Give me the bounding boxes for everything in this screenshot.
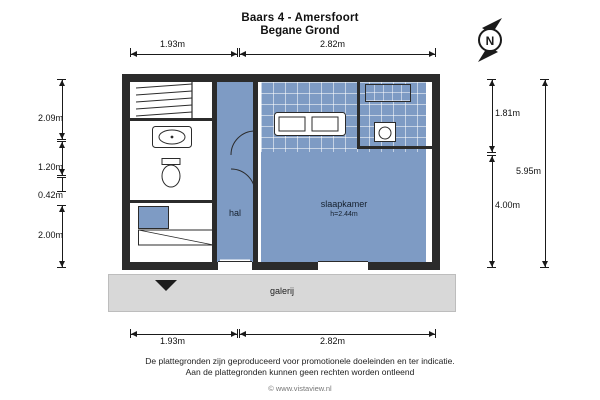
- page-title: Baars 4 - Amersfoort: [241, 12, 359, 24]
- dimension-right-1-label: 1.81m: [495, 108, 521, 118]
- washbasin-icon: [152, 126, 192, 148]
- cabinet-icon: [138, 206, 214, 246]
- dimension-bottom-2-label: 2.82m: [320, 336, 346, 346]
- dimension-right-outer-label: 5.95m: [516, 166, 542, 176]
- staircase: [136, 82, 198, 120]
- dimension-left-4-label: 2.00m: [38, 230, 64, 240]
- room-height-slaapkamer: h=2.44m: [330, 211, 358, 218]
- compass-north-icon: [462, 14, 518, 70]
- floorplan-drawing: [122, 74, 440, 270]
- dimension-top-2-label: 2.82m: [320, 39, 346, 49]
- bathtub-icon: [274, 112, 346, 136]
- dimension-bottom-1-label: 1.93m: [160, 336, 186, 346]
- room-label-hal: hal: [228, 208, 241, 218]
- toilet-icon: [158, 158, 184, 190]
- brand-label: © www.vistaview.nl: [268, 384, 332, 393]
- galerij-label: galerij: [269, 286, 294, 296]
- toilet2-icon: [374, 122, 396, 142]
- dimension-top-1-label: 1.93m: [160, 39, 186, 49]
- door-hal-slaapkamer: [230, 130, 256, 158]
- footer-line-2: Aan de plattegronden kunnen geen rechten worden ontleend: [185, 367, 415, 377]
- door-bathroom: [230, 166, 256, 194]
- door-entrance-hal: [218, 234, 252, 262]
- shower-icon: [365, 84, 411, 102]
- dimension-left-3-label: 0.42m: [38, 190, 64, 200]
- dimension-right-2-label: 4.00m: [495, 200, 521, 210]
- entrance-arrow-icon: [155, 280, 177, 291]
- dimension-left-2-label: 1.20m: [38, 162, 64, 172]
- dimension-left-1-label: 2.09m: [38, 113, 64, 123]
- room-label-slaapkamer: slaapkamer: [320, 199, 368, 209]
- footer-line-1: De plattegronden zijn geproduceerd voor promotionele doeleinden en ter indicatie.: [145, 356, 455, 366]
- page-subtitle: Begane Grond: [260, 25, 340, 37]
- svg-text:N: N: [485, 34, 495, 48]
